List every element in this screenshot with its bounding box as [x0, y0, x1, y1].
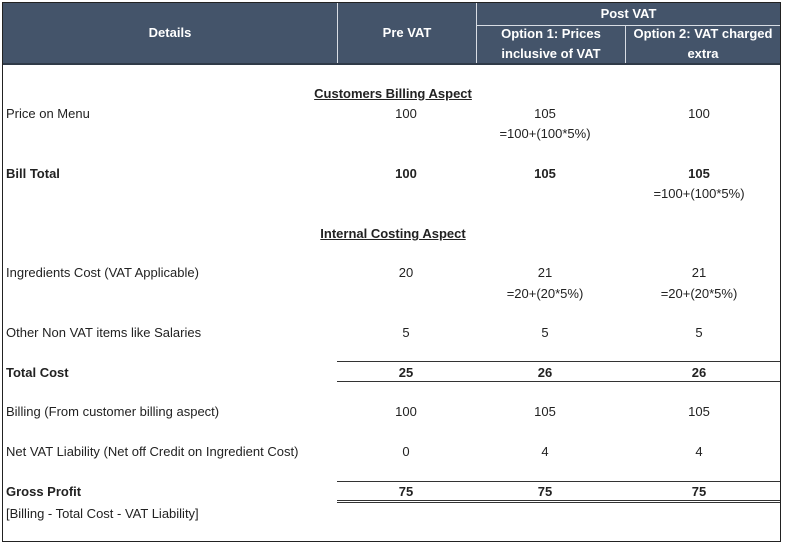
row-gross-profit-label: Gross Profit	[6, 484, 82, 499]
row-other-non-vat-opt2: 5	[695, 325, 703, 340]
header-option-2	[626, 25, 780, 63]
gross-profit-top-rule	[337, 481, 780, 482]
header-details: Details	[148, 25, 192, 40]
row-price-on-menu-pre: 100	[395, 106, 417, 121]
row-gross-profit-opt2: 75	[691, 484, 707, 499]
row-total-cost-opt2: 26	[691, 365, 707, 380]
header-pre-vat: Pre VAT	[382, 25, 432, 40]
row-gross-profit-sublabel: [Billing - Total Cost - VAT Liability]	[6, 506, 199, 521]
header-option-1-line1: Option 1: Prices	[501, 26, 601, 41]
row-other-non-vat-label: Other Non VAT items like Salaries	[6, 325, 202, 340]
row-bill-total-label: Bill Total	[6, 166, 60, 181]
section-costing-title: Internal Costing Aspect	[320, 226, 466, 241]
gross-profit-double-rule-1	[337, 500, 780, 501]
row-total-cost-opt1: 26	[537, 365, 553, 380]
row-billing-pre: 100	[395, 404, 417, 419]
row-ingredients-opt1: 21	[537, 265, 553, 280]
row-gross-profit-pre: 75	[398, 484, 414, 499]
vat-comparison-table	[2, 2, 781, 542]
row-ingredients-opt2-note: =20+(20*5%)	[660, 286, 738, 301]
table-header	[3, 3, 780, 63]
row-ingredients-label: Ingredients Cost (VAT Applicable)	[6, 265, 199, 280]
header-post-vat: Post VAT	[600, 6, 657, 21]
row-total-cost-pre: 25	[398, 365, 414, 380]
row-billing-opt2: 105	[688, 404, 710, 419]
row-net-vat-pre: 0	[402, 444, 410, 459]
header-option-1-line2: inclusive of VAT	[501, 46, 601, 61]
header-option-2-line2: extra	[687, 46, 719, 61]
row-billing-opt1: 105	[534, 404, 556, 419]
row-price-on-menu-opt1-note: =100+(100*5%)	[499, 126, 591, 141]
header-option-2-line1: Option 2: VAT charged	[633, 26, 773, 41]
row-ingredients-opt1-note: =20+(20*5%)	[506, 286, 584, 301]
row-net-vat-opt2: 4	[695, 444, 703, 459]
row-other-non-vat-opt1: 5	[541, 325, 549, 340]
total-cost-bottom-rule	[337, 381, 780, 382]
row-billing-label: Billing (From customer billing aspect)	[6, 404, 220, 419]
row-ingredients-opt2: 21	[691, 265, 707, 280]
row-price-on-menu-opt2: 100	[688, 106, 710, 121]
row-bill-total-opt2: 105	[688, 166, 710, 181]
row-bill-total-opt1: 105	[534, 166, 556, 181]
row-price-on-menu-label: Price on Menu	[6, 106, 90, 121]
row-gross-profit-opt1: 75	[537, 484, 553, 499]
row-bill-total-opt2-note: =100+(100*5%)	[653, 186, 745, 201]
row-net-vat-label: Net VAT Liability (Net off Credit on Ingredient Cost)	[6, 444, 299, 459]
section-billing-title: Customers Billing Aspect	[314, 86, 472, 101]
row-other-non-vat-pre: 5	[402, 325, 410, 340]
row-net-vat-opt1: 4	[541, 444, 549, 459]
row-bill-total-pre: 100	[395, 166, 417, 181]
header-option-1	[477, 25, 625, 63]
gross-profit-double-rule-2	[337, 502, 780, 503]
total-cost-top-rule	[337, 361, 780, 362]
row-total-cost-label: Total Cost	[6, 365, 69, 380]
row-price-on-menu-opt1: 105	[534, 106, 556, 121]
row-ingredients-pre: 20	[398, 265, 414, 280]
